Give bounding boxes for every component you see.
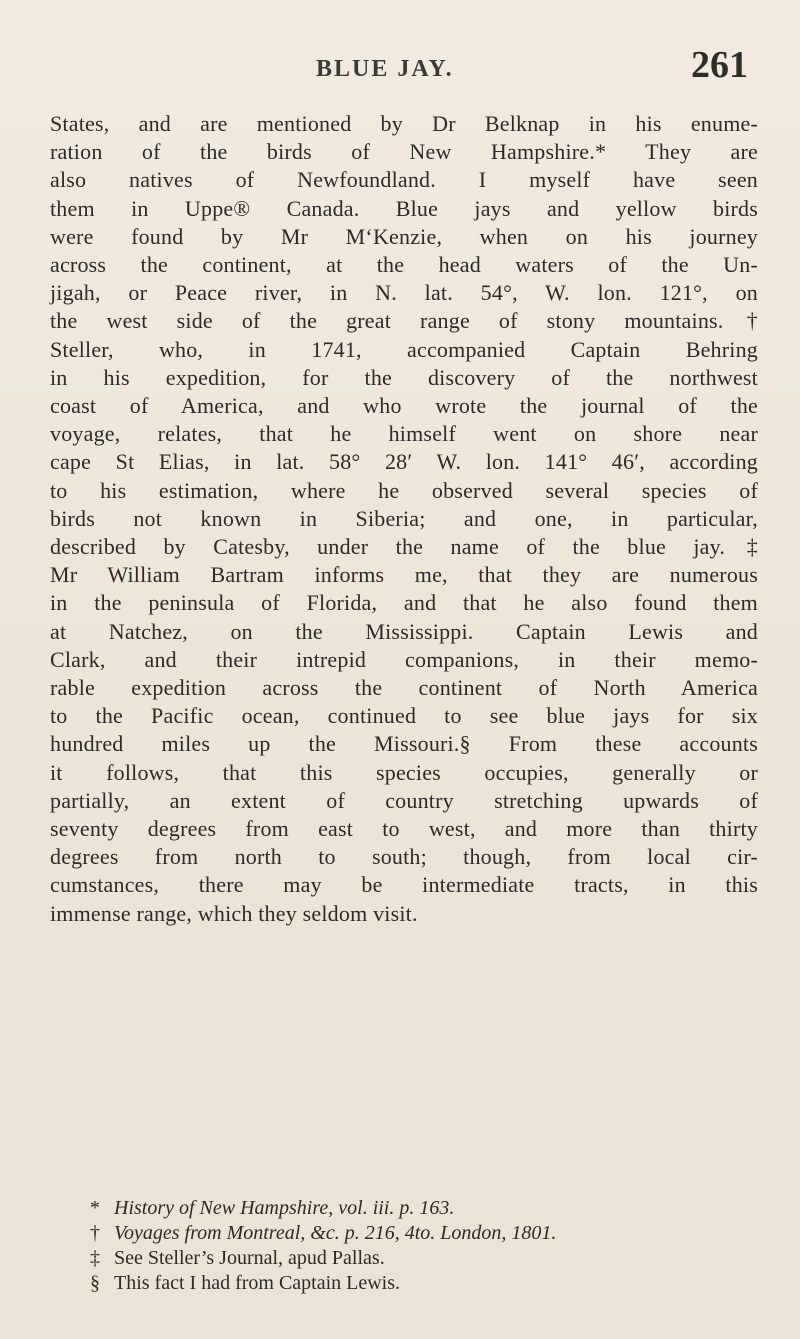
- text-line: at Natchez, on the Mississippi. Captain Lewis and: [50, 618, 758, 644]
- text-line: in the peninsula of Florida, and that he also found them: [50, 590, 758, 616]
- text-line: States, and are mentioned by Dr Belknap in his enume-: [50, 111, 758, 136]
- text-line: cape St Elias, in lat. 58° 28′ W. lon. 141° 46′, according: [50, 449, 758, 475]
- footnote: [90, 1271, 740, 1296]
- text-line: ration of the birds of New Hampshire.* They are: [50, 139, 758, 165]
- text-line: described by Catesby, under the name of the blue jay.‡: [50, 534, 758, 560]
- text-line: Mr William Bartram informs me, that they are numerous: [50, 562, 758, 588]
- text-line: in his expedition, for the discovery of the northwest: [50, 364, 758, 390]
- text-line: Steller, who, in 1741, accompanied Captain Behring: [50, 336, 758, 362]
- footnote-text: This fact I had from Captain Lewis.: [114, 1272, 401, 1294]
- body-paragraph: [50, 110, 758, 928]
- text-line: birds not known in Siberia; and one, in particular,: [50, 505, 758, 531]
- text-line: to his estimation, where he observed several species of: [50, 477, 758, 503]
- footnote-mark: *: [90, 1197, 100, 1219]
- text-line: jigah, or Peace river, in N. lat. 54°, W. lon. 121°, on: [50, 280, 758, 306]
- text-line: partially, an extent of country stretching upwards of: [50, 787, 758, 813]
- footnote-mark: §: [90, 1272, 100, 1294]
- text-line-last: immense range, which they seldom visit.: [50, 900, 418, 926]
- text-line: it follows, that this species occupies, generally or: [50, 759, 758, 785]
- footnote: [90, 1196, 740, 1221]
- footnote: [90, 1246, 740, 1271]
- footnote-mark: ‡: [90, 1247, 100, 1269]
- text-line: across the continent, at the head waters of the Un-: [50, 252, 758, 278]
- text-line: coast of America, and who wrote the journal of the: [50, 393, 758, 419]
- text-line: hundred miles up the Missouri.§ From these accounts: [50, 731, 758, 757]
- footnote-text: Voyages from Montreal, &c. p. 216, 4to. London, 1801.: [114, 1222, 557, 1244]
- footnote-text: History of New Hampshire, vol. iii. p. 163.: [114, 1197, 455, 1219]
- page-number: 261: [691, 44, 748, 86]
- text-line: Clark, and their intrepid companions, in their memo-: [50, 646, 758, 672]
- text-line: also natives of Newfoundland. I myself have seen: [50, 167, 758, 193]
- text-line: them in Uppe® Canada. Blue jays and yellow birds: [50, 195, 758, 221]
- footnote-mark: †: [90, 1222, 100, 1244]
- page-header: [0, 40, 800, 100]
- text-line: the west side of the great range of stony mountains.†: [50, 308, 758, 334]
- text-line: voyage, relates, that he himself went on shore near: [50, 421, 758, 447]
- running-head: BLUE JAY.: [316, 56, 454, 82]
- text-line: seventy degrees from east to west, and more than thirty: [50, 816, 758, 842]
- text-line: to the Pacific ocean, continued to see blue jays for six: [50, 703, 758, 729]
- footnotes: [90, 1196, 740, 1296]
- text-line: rable expedition across the continent of North America: [50, 675, 758, 701]
- footnote-text: See Steller’s Journal, apud Pallas.: [114, 1247, 385, 1269]
- text-line: cumstances, there may be intermediate tracts, in this: [50, 872, 758, 898]
- text-line: were found by Mr M‘Kenzie, when on his journey: [50, 223, 758, 249]
- footnote: [90, 1221, 740, 1246]
- text-line: degrees from north to south; though, from local cir-: [50, 844, 758, 870]
